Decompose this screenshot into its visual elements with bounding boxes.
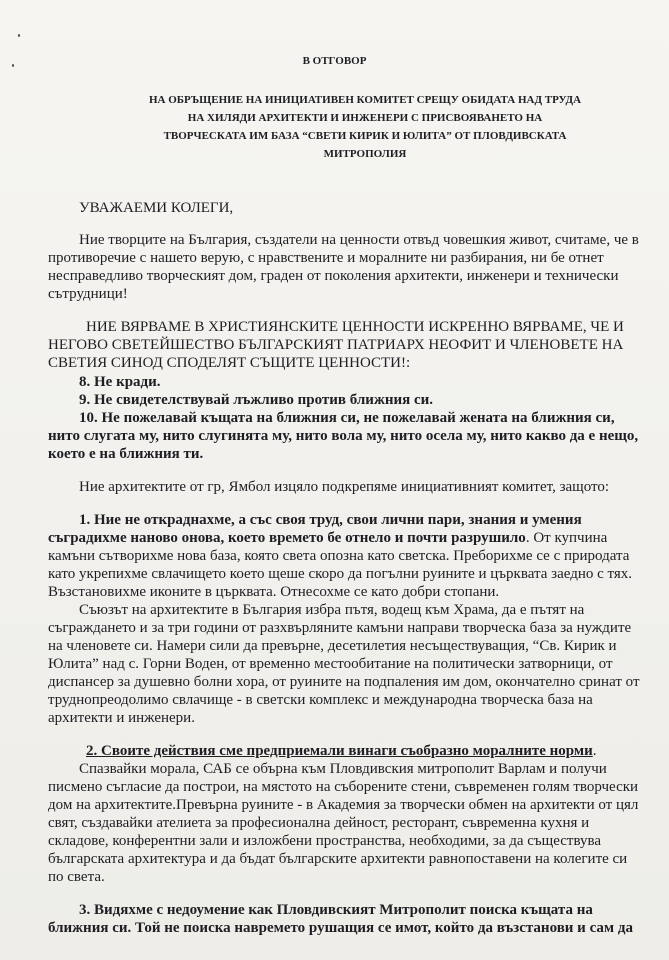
point1-line: Възстановихме иконите в църквата. Отнесохме се като добри стопани. [48,584,500,600]
point3-line: ближния си. Той не поиска навремето рушащия се имот, който да възстанови и сам да [48,920,633,936]
commandment-9: 9. Не свидетелствувай лъжливо против ближния си. [79,392,434,408]
point1-line: камъни сътворихме нова база, която света опозна като светска. Преборихме се с природата [48,548,630,564]
subtitle-line: НА ОБРЪЩЕНИЕ НА ИНИЦИАТИВЕН КОМИТЕТ СРЕЩУ ОБИДАТА НАД ТРУДА [148,94,582,106]
intro-line: противоречие с нашето верую, с нравствените и моралните ни разбирания, ни бе отнет [48,250,604,266]
point3-heading: 3. Видяхме с недоумение как Пловдивският Митрополит поиска къщата на [79,902,593,918]
point2-line: по света. [48,869,105,885]
commandment-10-cont: нито слугата му, нито слугинята му, нито вола му, нито осела му, нито какво да е нещо, [48,428,639,444]
point2-line: дом на архитектите.Превърна руините - в Академия за творчески обмен на архитекти от цял [48,797,639,813]
point1-para2-line: на членовете си. Намери сили да превърне, десетилетия несъществуващия, “Св. Кирик и [48,638,617,654]
point1-heading: 1. Ние не откраднахме, а със своя труд, свои лични пари, знания и умения [79,512,582,528]
point2-line: складове, конферентни зали и изложбени пространства, необходими, за да съществува [48,833,602,849]
intro-line: сътрудници! [48,286,128,302]
point2-line: българската архитектура и да бъдат българските архитекти равнопоставени на колегите си [48,851,628,867]
point2-line: Спазвайки морала, САБ се обърна към Пловдивския митрополит Варлам и получи [79,761,607,777]
subtitle-line: ТВОРЧЕСКАТА ИМ БАЗА “СВЕТИ КИРИК И ЮЛИТА” ОТ ПЛОВДИВСКАТА [163,130,567,142]
point1-para2-line: архитекти и инженери. [48,710,195,726]
point1-para2-line: труднопреодолимо свлачище - в светски комплекс и международна творческа база на [48,692,593,708]
point2-line: свят, създавайки ателиета за професионална дейност, ресторант, съвременна кухня и [48,815,590,831]
point1-line-rest: . От купчина [525,530,608,546]
commandment-10: 10. Не пожелавай къщата на ближния си, не пожелавай жената на ближния си, [79,410,615,426]
point2-heading-end: . [592,743,597,759]
document-title: В ОТГОВОР [302,55,367,67]
scan-speck [18,34,20,37]
point1-para2-line: съграждането и за три години от разхвърляните камъни направи творческа база за нуждите [48,620,632,636]
greeting: УВАЖАЕМИ КОЛЕГИ, [79,200,234,216]
point1-para2-line: Юлита” над с. Горни Воден, от временно местообитание на политически затворници, от [48,656,613,672]
intro-line: Ние творците на България, създатели на ценности отвъд човешкия живот, считаме, че в [79,232,639,248]
values-line: НИЕ ВЯРВАМЕ В ХРИСТИЯНСКИТЕ ЦЕННОСТИ ИСКРЕННО ВЯРВАМЕ, ЧЕ И [86,319,624,335]
point2-heading-text: 2. Своите действия сме предприемали винаги съобразно моралните норми [86,743,593,759]
commandment-10-cont: което е на ближния ти. [48,446,204,462]
point1-line: като укрепихме свлачището което щеше скоро да погълни руините и църквата заедно с тях. [48,566,633,582]
point1-bold-phrase: съградихме наново онова, което времето бе отнело и почти разрушило [48,530,526,546]
point2-line: писмено съгласие да построи, на мястото на съборените стени, съвременен голям творчески [48,779,639,795]
commandment-8: 8. Не кради. [79,374,161,390]
point1-para2-line: диспансер за душевно болни хора, от руините на подпаления им дом, окончателно сринат от [48,674,640,690]
subtitle-line: МИТРОПОЛИЯ [323,148,407,160]
subtitle-line: НА ХИЛЯДИ АРХИТЕКТИ И ИНЖЕНЕРИ С ПРИСВОЯВАНЕТО НА [187,112,543,124]
values-line: СВЕТИЯ СИНОД СПОДЕЛЯТ СЪЩИТЕ ЦЕННОСТИ!: [48,355,411,371]
point2-heading [86,742,597,760]
intro-line: несправедливо творческият дом, граден от поколения архитекти, инженери и технически [48,268,619,284]
support-line: Ние архитектите от гр, Ямбол изцяло подкрепяме инициативният комитет, защото: [79,479,610,495]
point1-para2-line: Съюзът на архитектите в България избра пътя, водещ към Храма, да е пътят на [79,602,585,618]
values-line: НЕГОВО СВЕТЕЙШЕСТВО БЪЛГАРСКИЯТ ПАТРИАРХ НЕОФИТ И ЧЛЕНОВЕТЕ НА [48,337,624,353]
point1-line [48,529,607,547]
